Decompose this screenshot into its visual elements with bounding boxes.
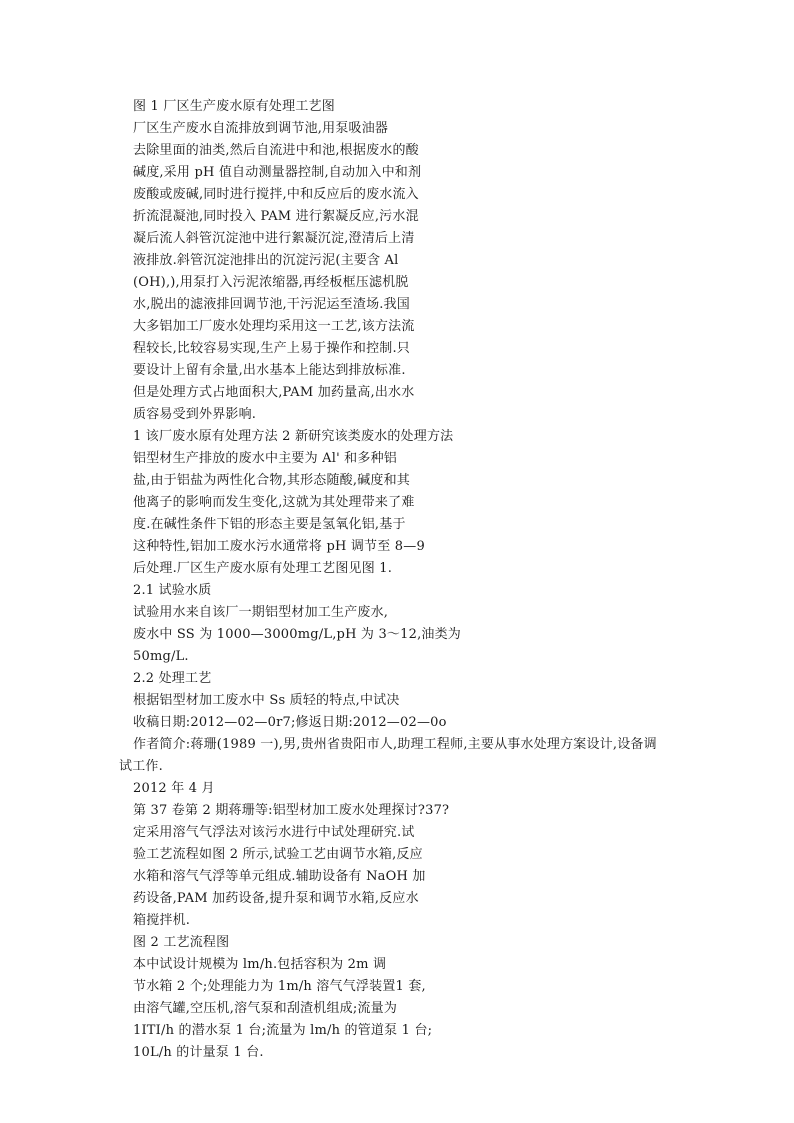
text-line: 由溶气罐,空压机,溶气泵和刮渣机组成;流量为 bbox=[133, 1001, 398, 1016]
text-line: 根据铝型材加工废水中 Ss 质轻的特点,中试决 bbox=[133, 693, 400, 708]
text-line: 凝后流人斜管沉淀池中进行絮凝沉淀,澄清后上清 bbox=[133, 231, 415, 246]
text-line: 后处理.厂区生产废水原有处理工艺图见图 1. bbox=[133, 561, 393, 576]
text-line: 本中试设计规模为 lm/h.包括容积为 2m 调 bbox=[133, 957, 387, 972]
text-line: 水箱和溶气气浮等单元组成.辅助设备有 NaOH 加 bbox=[133, 869, 426, 884]
text-line: 箱搅拌机. bbox=[133, 913, 191, 928]
text-line: 10L/h 的计量泵 1 台. bbox=[133, 1045, 264, 1060]
text-line: 废酸或废碱,同时进行搅拌,中和反应后的废水流入 bbox=[133, 187, 419, 202]
figure-caption: 图 1 厂区生产废水原有处理工艺图 bbox=[133, 99, 335, 114]
text-line: 50mg/L. bbox=[133, 649, 189, 664]
text-line: 但是处理方式占地面积大,PAM 加药量高,出水水 bbox=[133, 385, 415, 400]
text-line: 大多铝加工厂废水处理均采用这一工艺,该方法流 bbox=[133, 319, 415, 334]
author-bio-continued: 试工作. bbox=[119, 759, 163, 774]
text-line: 程较长,比较容易实现,生产上易于操作和控制.只 bbox=[133, 341, 410, 356]
text-line: 试验用水来自该厂一期铝型材加工生产废水, bbox=[133, 605, 389, 620]
text-line: 废水中 SS 为 1000—3000mg/L,pH 为 3～12,油类为 bbox=[133, 627, 462, 642]
text-line: 定采用溶气气浮法对该污水进行中试处理研究.试 bbox=[133, 825, 415, 840]
text-line: 要设计上留有余量,出水基本上能达到排放标准. bbox=[133, 363, 406, 378]
text-line: 1ITI/h 的潜水泵 1 台;流量为 lm/h 的管道泵 1 台; bbox=[133, 1023, 433, 1038]
text-line: 折流混凝池,同时投入 PAM 进行絮凝反应,污水混 bbox=[133, 209, 419, 224]
text-line: 铝型材生产排放的废水中主要为 Al' 和多种铝 bbox=[133, 451, 397, 466]
figure-caption: 图 2 工艺流程图 bbox=[133, 935, 230, 950]
text-line: 节水箱 2 个;处理能力为 1m/h 溶气气浮装置1 套, bbox=[133, 979, 426, 994]
text-line: 药设备,PAM 加药设备,提升泵和调节水箱,反应水 bbox=[133, 891, 419, 906]
section-heading: 2.2 处理工艺 bbox=[133, 671, 212, 686]
text-line: (OH),),用泵打入污泥浓缩器,再经板框压滤机脱 bbox=[133, 275, 409, 290]
text-line: 这种特性,铝加工废水污水通常将 pH 调节至 8—9 bbox=[133, 539, 425, 554]
text-line: 验工艺流程如图 2 所示,试验工艺由调节水箱,反应 bbox=[133, 847, 423, 862]
received-date: 收稿日期:2012—02—0r7;修返日期:2012—02—0o bbox=[133, 715, 447, 730]
text-line: 厂区生产废水自流排放到调节池,用泵吸油器 bbox=[133, 121, 389, 136]
text-line: 去除里面的油类,然后自流进中和池,根据废水的酸 bbox=[133, 143, 419, 158]
text-line: 度.在碱性条件下铝的形态主要是氢氧化铝,基于 bbox=[133, 517, 406, 532]
text-line: 质容易受到外界影响. bbox=[133, 407, 257, 422]
text-line: 他离子的影响而发生变化,这就为其处理带来了难 bbox=[133, 495, 415, 510]
section-heading: 2.1 试验水质 bbox=[133, 583, 212, 598]
section-heading: 1 该厂废水原有处理方法 2 新研究该类废水的处理方法 bbox=[133, 429, 454, 444]
text-line: 液排放.斜管沉淀池排出的沉淀污泥(主要含 Al bbox=[133, 253, 399, 268]
author-bio: 作者简介:蒋珊(1989 一),男,贵州省贵阳市人,助理工程师,主要从事水处理方案设计,设备调 bbox=[133, 737, 657, 752]
text-line: 碱度,采用 pH 值自动测量器控制,自动加入中和剂 bbox=[133, 165, 422, 180]
text-line: 盐,由于铝盐为两性化合物,其形态随酸,碱度和其 bbox=[133, 473, 410, 488]
running-header: 第 37 卷第 2 期蒋珊等:铝型材加工废水处理探讨?37? bbox=[133, 803, 450, 818]
issue-date: 2012 年 4 月 bbox=[133, 781, 215, 796]
text-line: 水,脱出的滤液排回调节池,干污泥运至渣场.我国 bbox=[133, 297, 410, 312]
